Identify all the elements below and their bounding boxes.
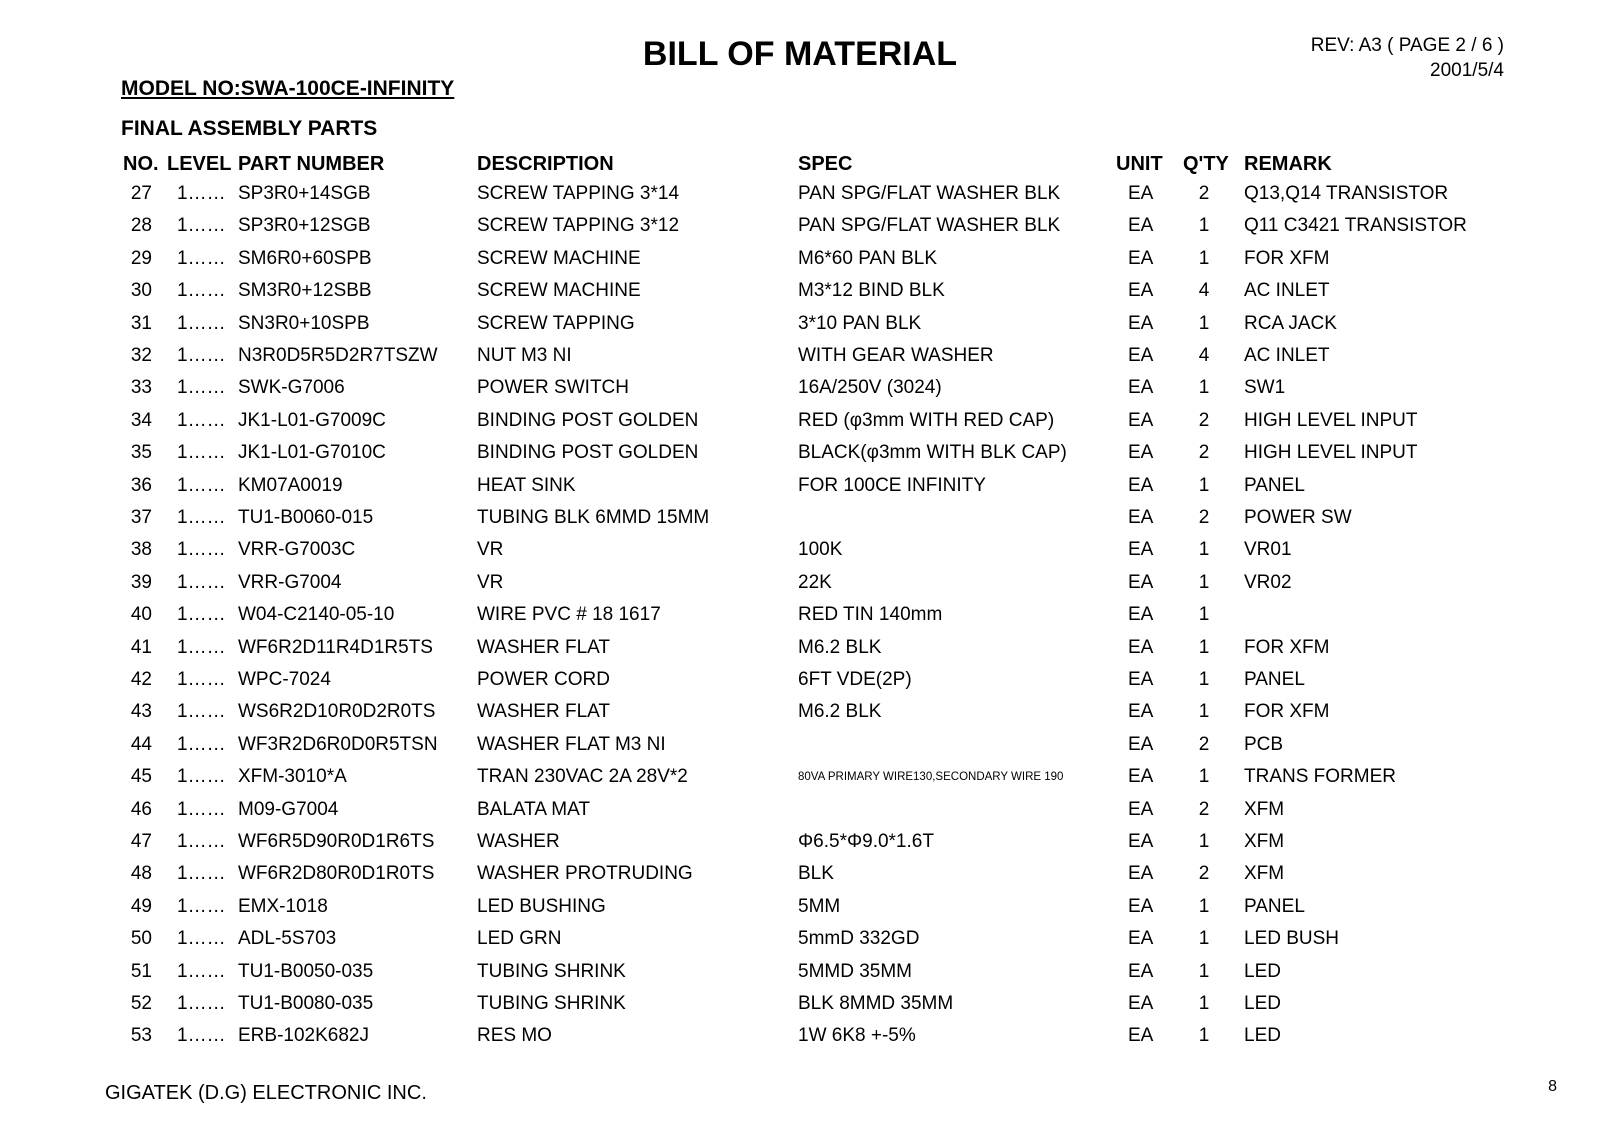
row-description: TUBING SHRINK	[477, 960, 626, 982]
row-level: 1……	[177, 183, 226, 204]
row-remark: HIGH LEVEL INPUT	[1244, 442, 1418, 464]
row-part-number: N3R0D5R5D2R7TSZW	[238, 345, 438, 366]
header-remark: REMARK	[1244, 153, 1332, 175]
row-unit: EA	[1128, 1025, 1154, 1047]
row-description: WASHER	[477, 831, 560, 852]
revision-text: REV: A3 ( PAGE 2 / 6 )	[1310, 35, 1504, 56]
row-description: WIRE PVC # 18 1617	[477, 604, 661, 626]
row-part-number: SP3R0+14SGB	[238, 183, 371, 204]
row-spec: BLACK(φ3mm WITH BLK CAP)	[798, 442, 1067, 464]
table-row	[0, 567, 1600, 599]
table-row	[0, 243, 1600, 275]
row-part-number: XFM-3010*A	[238, 766, 347, 788]
row-unit: EA	[1128, 377, 1154, 399]
row-remark: FOR XFM	[1244, 247, 1330, 269]
row-part-number: JK1-L01-G7010C	[238, 442, 386, 464]
row-no: 31	[130, 312, 152, 334]
row-spec: BLK 8MMD 35MM	[798, 993, 954, 1014]
table-row	[0, 599, 1600, 631]
row-no: 33	[130, 377, 152, 399]
row-no: 46	[130, 798, 152, 820]
row-remark: XFM	[1244, 798, 1285, 820]
row-level: 1……	[177, 928, 226, 950]
row-description: SCREW TAPPING 3*12	[477, 215, 680, 237]
row-remark: AC INLET	[1244, 280, 1330, 302]
row-unit: EA	[1128, 993, 1154, 1014]
row-part-number: SM6R0+60SPB	[238, 247, 372, 269]
table-row	[0, 502, 1600, 534]
row-level: 1……	[177, 442, 226, 464]
row-unit: EA	[1128, 312, 1154, 334]
row-description: LED GRN	[477, 928, 562, 950]
row-description: RES MO	[477, 1025, 552, 1047]
row-remark: LED BUSH	[1244, 928, 1340, 950]
row-description: BINDING POST GOLDEN	[477, 442, 699, 464]
row-unit: EA	[1128, 539, 1154, 561]
row-part-number: TU1-B0060-015	[238, 507, 374, 528]
row-no: 43	[130, 701, 152, 723]
row-description: WASHER PROTRUDING	[477, 863, 693, 885]
row-spec: FOR 100CE INFINITY	[798, 474, 986, 496]
row-remark: PCB	[1244, 733, 1284, 755]
row-part-number: KM07A0019	[238, 474, 343, 496]
row-unit: EA	[1128, 831, 1154, 852]
revision-date: 2001/5/4	[1430, 60, 1504, 81]
row-no: 37	[130, 507, 152, 528]
row-remark: Q13,Q14 TRANSISTOR	[1244, 183, 1449, 204]
row-description: TUBING SHRINK	[477, 993, 626, 1014]
row-remark: LED	[1244, 960, 1281, 982]
header-level: LEVEL	[167, 153, 232, 175]
table-row	[0, 437, 1600, 469]
row-no: 53	[130, 1025, 152, 1047]
row-qty: 1	[1198, 377, 1210, 399]
table-row	[0, 891, 1600, 923]
row-part-number: TU1-B0080-035	[238, 993, 374, 1014]
row-no: 49	[130, 895, 152, 917]
row-spec: 16A/250V (3024)	[798, 377, 942, 399]
row-description: POWER CORD	[477, 669, 610, 690]
row-qty: 1	[1198, 766, 1210, 788]
row-level: 1……	[177, 863, 226, 885]
row-spec: M3*12 BIND BLK	[798, 280, 945, 302]
table-row	[0, 826, 1600, 858]
row-level: 1……	[177, 280, 226, 302]
header-unit: UNIT	[1116, 153, 1163, 175]
section-title: FINAL ASSEMBLY PARTS	[121, 117, 378, 140]
row-qty: 2	[1198, 183, 1210, 204]
row-description: HEAT SINK	[477, 474, 576, 496]
row-part-number: W04-C2140-05-10	[238, 604, 395, 626]
row-part-number: WF6R2D80R0D1R0TS	[238, 863, 435, 885]
page-number: 8	[1548, 1078, 1557, 1095]
row-qty: 2	[1198, 507, 1210, 528]
row-remark: Q11 C3421 TRANSISTOR	[1244, 215, 1467, 237]
row-no: 52	[130, 993, 152, 1014]
row-qty: 1	[1198, 539, 1210, 561]
row-remark: HIGH LEVEL INPUT	[1244, 409, 1418, 431]
row-part-number: WF6R2D11R4D1R5TS	[238, 636, 433, 658]
table-row	[0, 470, 1600, 502]
row-spec: 100K	[798, 539, 843, 561]
row-remark: PANEL	[1244, 895, 1305, 917]
row-part-number: WF6R5D90R0D1R6TS	[238, 831, 435, 852]
row-no: 50	[130, 928, 152, 950]
row-qty: 1	[1198, 636, 1210, 658]
row-level: 1……	[177, 960, 226, 982]
company-footer: GIGATEK (D.G) ELECTRONIC INC.	[105, 1082, 427, 1104]
row-unit: EA	[1128, 928, 1154, 950]
row-level: 1……	[177, 1025, 226, 1047]
row-level: 1……	[177, 636, 226, 658]
row-qty: 2	[1198, 863, 1210, 885]
row-no: 39	[130, 571, 152, 593]
row-remark: AC INLET	[1244, 345, 1330, 366]
row-level: 1……	[177, 701, 226, 723]
row-unit: EA	[1128, 733, 1154, 755]
row-no: 40	[130, 604, 152, 626]
table-row	[0, 1020, 1600, 1052]
row-unit: EA	[1128, 280, 1154, 302]
row-spec: 80VA PRIMARY WIRE130,SECONDARY WIRE 190	[798, 771, 1064, 784]
revision-block	[1311, 33, 1504, 83]
row-remark: SW1	[1244, 377, 1286, 399]
row-qty: 1	[1198, 474, 1210, 496]
row-description: NUT M3 NI	[477, 345, 572, 366]
row-qty: 2	[1198, 442, 1210, 464]
row-qty: 1	[1198, 960, 1210, 982]
row-level: 1……	[177, 604, 226, 626]
row-level: 1……	[177, 993, 226, 1014]
row-remark: PANEL	[1244, 669, 1305, 690]
row-spec: WITH GEAR WASHER	[798, 345, 994, 366]
row-no: 38	[130, 539, 152, 561]
row-qty: 1	[1198, 993, 1210, 1014]
table-row	[0, 308, 1600, 340]
row-remark: VR02	[1244, 571, 1292, 593]
row-part-number: WPC-7024	[238, 669, 331, 690]
row-description: BALATA MAT	[477, 798, 590, 820]
table-row	[0, 178, 1600, 210]
row-unit: EA	[1128, 798, 1154, 820]
row-description: SCREW MACHINE	[477, 280, 641, 302]
model-number: MODEL NO:SWA-100CE-INFINITY	[121, 77, 455, 100]
row-description: VR	[477, 539, 504, 561]
row-unit: EA	[1128, 571, 1154, 593]
row-level: 1……	[177, 507, 226, 528]
row-part-number: VRR-G7003C	[238, 539, 356, 561]
row-spec: 1W 6K8 +-5%	[798, 1025, 916, 1047]
row-qty: 1	[1198, 604, 1210, 626]
row-no: 41	[130, 636, 152, 658]
row-part-number: SWK-G7006	[238, 377, 345, 399]
header-spec: SPEC	[798, 153, 853, 175]
row-qty: 1	[1198, 701, 1210, 723]
table-row	[0, 696, 1600, 728]
row-description: WASHER FLAT	[477, 636, 611, 658]
row-spec: 5MMD 35MM	[798, 960, 913, 982]
row-no: 45	[130, 766, 152, 788]
row-unit: EA	[1128, 409, 1154, 431]
row-description: TRAN 230VAC 2A 28V*2	[477, 766, 688, 788]
row-spec: 3*10 PAN BLK	[798, 312, 922, 334]
row-description: WASHER FLAT	[477, 701, 611, 723]
row-qty: 1	[1198, 571, 1210, 593]
row-level: 1……	[177, 733, 226, 755]
row-part-number: M09-G7004	[238, 798, 339, 820]
row-unit: EA	[1128, 960, 1154, 982]
row-qty: 1	[1198, 928, 1210, 950]
row-qty: 1	[1198, 312, 1210, 334]
row-qty: 4	[1198, 280, 1210, 302]
row-remark: XFM	[1244, 831, 1285, 852]
table-row	[0, 858, 1600, 890]
row-part-number: ADL-5S703	[238, 928, 337, 950]
row-description: WASHER FLAT M3 NI	[477, 733, 666, 755]
row-no: 42	[130, 669, 152, 690]
row-description: SCREW MACHINE	[477, 247, 641, 269]
row-qty: 1	[1198, 895, 1210, 917]
row-unit: EA	[1128, 442, 1154, 464]
row-spec: RED (φ3mm WITH RED CAP)	[798, 409, 1055, 431]
table-row	[0, 664, 1600, 696]
table-row	[0, 405, 1600, 437]
row-description: LED BUSHING	[477, 895, 606, 917]
row-qty: 2	[1198, 409, 1210, 431]
row-part-number: WS6R2D10R0D2R0TS	[238, 701, 436, 723]
row-level: 1……	[177, 895, 226, 917]
row-remark: LED	[1244, 993, 1281, 1014]
header-part-number: PART NUMBER	[238, 153, 385, 175]
row-spec: PAN SPG/FLAT WASHER BLK	[798, 183, 1061, 204]
row-qty: 1	[1198, 669, 1210, 690]
header-description: DESCRIPTION	[477, 153, 614, 175]
table-row	[0, 372, 1600, 404]
table-row	[0, 210, 1600, 242]
document-title: BILL OF MATERIAL	[642, 35, 958, 73]
table-row	[0, 632, 1600, 664]
row-remark: FOR XFM	[1244, 701, 1330, 723]
row-qty: 4	[1198, 345, 1210, 366]
row-part-number: JK1-L01-G7009C	[238, 409, 386, 431]
row-no: 32	[130, 345, 152, 366]
header-no: NO.	[123, 153, 159, 175]
row-unit: EA	[1128, 215, 1154, 237]
row-remark: POWER SW	[1244, 507, 1352, 528]
row-qty: 1	[1198, 831, 1210, 852]
row-level: 1……	[177, 345, 226, 366]
row-unit: EA	[1128, 766, 1154, 788]
row-remark: VR01	[1244, 539, 1292, 561]
row-part-number: ERB-102K682J	[238, 1025, 369, 1047]
row-level: 1……	[177, 571, 226, 593]
row-no: 36	[130, 474, 152, 496]
row-spec: M6*60 PAN BLK	[798, 247, 938, 269]
row-unit: EA	[1128, 247, 1154, 269]
row-level: 1……	[177, 312, 226, 334]
row-spec: RED TIN 140mm	[798, 604, 943, 626]
row-no: 34	[130, 409, 152, 431]
row-spec: 6FT VDE(2P)	[798, 669, 912, 690]
row-no: 30	[130, 280, 152, 302]
table-row	[0, 956, 1600, 988]
table-row	[0, 729, 1600, 761]
table-row	[0, 923, 1600, 955]
row-spec: 22K	[798, 571, 832, 593]
row-no: 51	[130, 960, 152, 982]
row-unit: EA	[1128, 345, 1154, 366]
row-description: VR	[477, 571, 504, 593]
row-no: 44	[130, 733, 152, 755]
row-spec: 5MM	[798, 895, 841, 917]
row-remark: XFM	[1244, 863, 1285, 885]
row-qty: 2	[1198, 733, 1210, 755]
row-spec: M6.2 BLK	[798, 701, 882, 723]
row-qty: 1	[1198, 1025, 1210, 1047]
table-row	[0, 534, 1600, 566]
row-qty: 1	[1198, 247, 1210, 269]
row-unit: EA	[1128, 701, 1154, 723]
row-level: 1……	[177, 215, 226, 237]
row-unit: EA	[1128, 474, 1154, 496]
row-unit: EA	[1128, 895, 1154, 917]
row-spec: PAN SPG/FLAT WASHER BLK	[798, 215, 1061, 237]
row-no: 28	[130, 215, 152, 237]
row-description: BINDING POST GOLDEN	[477, 409, 699, 431]
row-unit: EA	[1128, 669, 1154, 690]
table-row	[0, 340, 1600, 372]
row-remark: PANEL	[1244, 474, 1305, 496]
row-part-number: WF3R2D6R0D0R5TSN	[238, 733, 438, 755]
row-level: 1……	[177, 377, 226, 399]
row-remark: FOR XFM	[1244, 636, 1330, 658]
row-remark: LED	[1244, 1025, 1281, 1047]
row-part-number: EMX-1018	[238, 895, 328, 917]
row-unit: EA	[1128, 604, 1154, 626]
table-row	[0, 988, 1600, 1020]
row-level: 1……	[177, 247, 226, 269]
row-remark: RCA JACK	[1244, 312, 1337, 334]
row-no: 47	[130, 831, 152, 852]
row-no: 29	[130, 247, 152, 269]
row-description: SCREW TAPPING 3*14	[477, 183, 680, 204]
row-spec: M6.2 BLK	[798, 636, 882, 658]
row-unit: EA	[1128, 863, 1154, 885]
row-qty: 2	[1198, 798, 1210, 820]
row-level: 1……	[177, 766, 226, 788]
table-row	[0, 275, 1600, 307]
row-part-number: SM3R0+12SBB	[238, 280, 372, 302]
table-row	[0, 794, 1600, 826]
table-row	[0, 761, 1600, 793]
row-description: SCREW TAPPING	[477, 312, 635, 334]
row-spec: 5mmD 332GD	[798, 928, 920, 950]
row-level: 1……	[177, 539, 226, 561]
header-qty: Q'TY	[1183, 153, 1229, 175]
row-level: 1……	[177, 798, 226, 820]
row-level: 1……	[177, 409, 226, 431]
row-part-number: TU1-B0050-035	[238, 960, 374, 982]
row-spec: BLK	[798, 863, 834, 885]
row-part-number: SP3R0+12SGB	[238, 215, 371, 237]
row-unit: EA	[1128, 183, 1154, 204]
row-part-number: VRR-G7004	[238, 571, 342, 593]
row-no: 48	[130, 863, 152, 885]
row-remark: TRANS FORMER	[1244, 766, 1396, 788]
row-spec: Φ6.5*Φ9.0*1.6T	[798, 831, 934, 852]
row-part-number: SN3R0+10SPB	[238, 312, 370, 334]
row-description: POWER SWITCH	[477, 377, 629, 399]
row-no: 35	[130, 442, 152, 464]
row-level: 1……	[177, 831, 226, 852]
table-header	[0, 148, 1600, 180]
row-unit: EA	[1128, 636, 1154, 658]
row-qty: 1	[1198, 215, 1210, 237]
row-level: 1……	[177, 669, 226, 690]
row-level: 1……	[177, 474, 226, 496]
row-no: 27	[130, 183, 152, 204]
row-description: TUBING BLK 6MMD 15MM	[477, 507, 710, 528]
row-unit: EA	[1128, 507, 1154, 528]
